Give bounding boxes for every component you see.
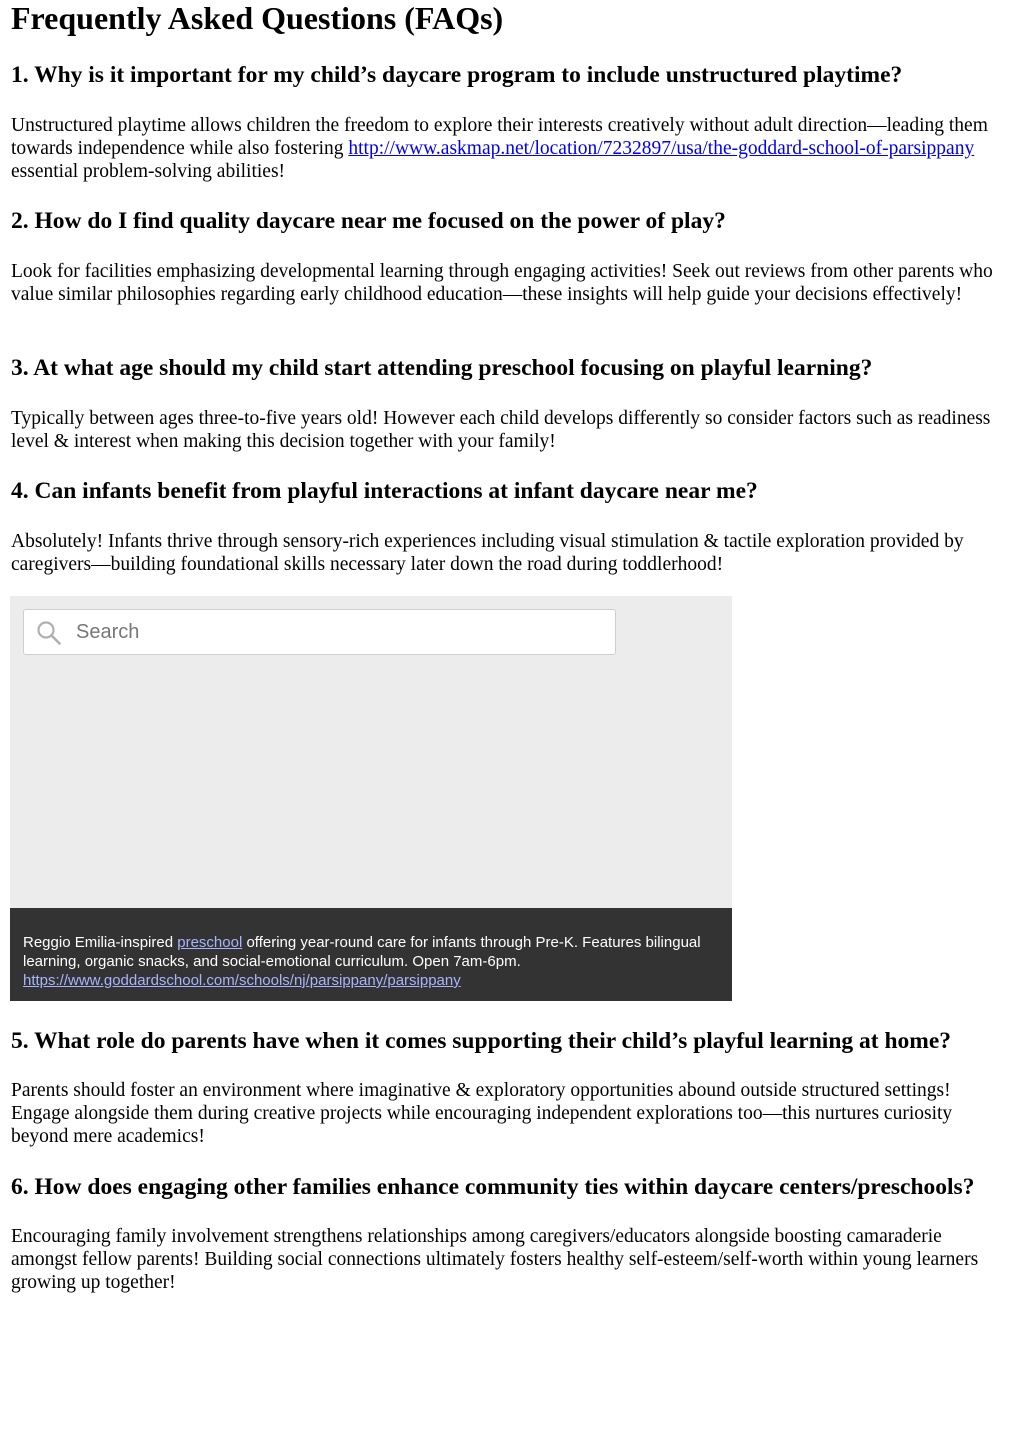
faq-answer-3: Typically between ages three-to-five years old! However each child develops differently so consider factors such as readiness level & interest when making this decision together with your family!	[11, 408, 991, 452]
faq-question-4: 4. Can infants benefit from playful interactions at infant daycare near me?	[11, 478, 758, 504]
faq-question-6: 6. How does engaging other families enhance community ties within daycare centers/preschools?	[11, 1174, 975, 1200]
map-search-input[interactable]	[76, 610, 596, 654]
map-caption-text-end: offering year-round care for infants through Pre-K. Features bilingual learning, organic snacks, and social-emotional curriculum. Open 7am-6pm.	[23, 934, 701, 970]
askmap-link[interactable]: http://www.askmap.net/location/7232897/usa/the-goddard-school-of-parsippany	[348, 138, 975, 159]
faq-answer-1	[11, 114, 1011, 183]
map-search-box[interactable]	[23, 609, 616, 655]
faq-question-2: 2. How do I find quality daycare near me focused on the power of play?	[11, 208, 726, 234]
map-caption-text: Reggio Emilia-inspired	[23, 934, 178, 951]
faq-answer-5: Parents should foster an environment where imaginative & exploratory opportunities abound outside structured settings! Engage alongside them during creative projects while encouraging independent explorations too—this nurtures curiosity beyond mere academics!	[11, 1080, 953, 1147]
faq-question-5: 5. What role do parents have when it comes supporting their child’s playful learning at home?	[11, 1028, 952, 1054]
faq-answer-4: Absolutely! Infants thrive through sensory-rich experiences including visual stimulation & tactile exploration provided by caregivers—building foundational skills necessary later down the road during toddlerhood!	[11, 531, 964, 575]
faq-answer-2: Look for facilities emphasizing developmental learning through engaging activities! Seek out reviews from other parents who value similar philosophies regarding early childhood education—these insights will help guide your decisions effectively!	[11, 261, 993, 305]
faq-question-1: 1. Why is it important for my child’s daycare program to include unstructured playtime?	[11, 62, 903, 88]
goddard-school-url-link[interactable]: https://www.goddardschool.com/schools/nj/parsippany/parsippany	[23, 972, 461, 989]
preschool-link[interactable]: preschool	[177, 934, 243, 951]
page-title: Frequently Asked Questions (FAQs)	[11, 0, 504, 36]
faq-answer-1-text-end: essential problem-solving abilities!	[11, 161, 286, 182]
map-embed[interactable]	[10, 596, 732, 1001]
faq-answer-6: Encouraging family involvement strengthens relationships among caregivers/educators alongside boosting camaraderie amongst fellow parents! Building social connections ultimately fosters healthy self-esteem/self-worth within young learners growing up together!	[11, 1226, 979, 1293]
search-icon	[36, 620, 62, 646]
faq-answer-1-text: Unstructured playtime allows children the freedom to explore their interests creatively without adult direction—leading them towards independence while also fostering	[11, 115, 988, 159]
map-caption	[10, 908, 732, 1001]
faq-question-3: 3. At what age should my child start attending preschool focusing on playful learning?	[11, 355, 873, 381]
